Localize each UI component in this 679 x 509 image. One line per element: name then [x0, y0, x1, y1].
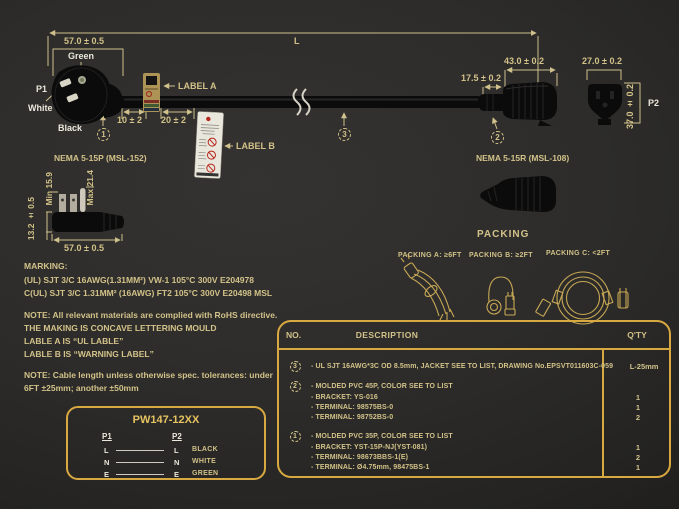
black-wire-label: Black — [58, 123, 83, 133]
bom-callout-2: 2 — [290, 381, 301, 392]
bom-desc: - TERMINAL: Ø4.75mm, 98475BS-1 — [311, 464, 430, 471]
bom-desc: - BRACKET: YS-016 — [311, 394, 378, 401]
dim-10: 10 ± 2 — [117, 115, 142, 125]
packing-b-icon — [487, 277, 515, 315]
wiring-color-black: BLACK — [192, 446, 218, 453]
bom-desc: - TERMINAL: 98752BS-0 — [311, 414, 394, 421]
note-label-b: LABLE B IS “WARNING LABEL” — [24, 349, 154, 359]
p2-front-view — [588, 84, 622, 125]
bom-row-item-3 — [279, 361, 669, 372]
wire-line — [116, 450, 164, 451]
callout-3-badge: 3 — [338, 128, 351, 141]
bom-callout-1: 1 — [290, 431, 301, 442]
p2-rear-view — [480, 176, 556, 212]
note-label-a: LABLE A IS “UL LABLE” — [24, 336, 124, 346]
marking-title: MARKING: — [24, 261, 68, 271]
wiring-to-e: E — [174, 470, 180, 479]
note-mould: THE MAKING IS CONCAVE LETTERING MOULD — [24, 323, 217, 333]
bom-desc: - BRACKET: YST-15P-NJ(YST-081) — [311, 444, 428, 451]
bom-qty: 2 — [635, 413, 641, 422]
bom-row-item-2 — [279, 381, 669, 422]
bom-callout-3: 3 — [290, 361, 301, 372]
p1-label: P1 — [36, 84, 48, 94]
note-rohs: NOTE: All relevant materials are complied with RoHS directive. — [24, 310, 278, 320]
packing-title: PACKING — [477, 229, 530, 240]
green-wire-label: Green — [68, 51, 95, 61]
wiring-from-l: L — [104, 446, 109, 455]
dim-43: 43.0 ± 0.2 — [504, 56, 544, 66]
label-b-callout: LABEL B — [236, 141, 275, 151]
wiring-color-green: GREEN — [192, 470, 219, 477]
dim-side-57: 57.0 ± 0.5 — [64, 243, 104, 253]
bom-qty: L-25mm — [629, 362, 659, 371]
bom-header-description: DESCRIPTION — [355, 330, 419, 340]
p2-connector-side — [479, 82, 557, 126]
cord-illustration — [52, 65, 622, 232]
label-a-graphic — [143, 73, 160, 112]
bom-desc: - MOLDED PVC 45P, COLOR SEE TO LIST — [311, 383, 453, 390]
wiring-to-l: L — [174, 446, 179, 455]
label-b-graphic — [194, 111, 223, 178]
p1-width-dim: 57.0 ± 0.5 — [64, 36, 104, 46]
bom-header-no: NO. — [286, 330, 302, 340]
note-tolerance-2: 6FT ±25mm; another ±50mm — [24, 383, 139, 393]
wiring-col-p1: P1 — [102, 432, 112, 441]
nema-p2-name: NEMA 5-15R (MSL-108) — [476, 153, 570, 163]
marking-line-1: (UL) SJT 3/C 16AWG(1.31MM²) VW-1 105°C 300V E204978 — [24, 275, 254, 285]
packing-a-label: PACKING A: ≥6FT — [398, 252, 462, 259]
bom-desc: - UL SJT 16AWG*3C OD 8.5mm, JACKET SEE TO LIST, DRAWING No.EPSVT011603C-059 — [311, 363, 614, 370]
note-tolerance-1: NOTE: Cable length unless otherwise spec. tolerances: under — [24, 370, 273, 380]
p1-plug-face — [52, 65, 112, 124]
bom-qty: 1 — [635, 403, 641, 412]
bom-desc: - TERMINAL: 98575BS-0 — [311, 404, 394, 411]
dim-17: 17.5 ± 0.2 — [461, 73, 501, 83]
packing-c-label: PACKING C: <2FT — [546, 250, 611, 257]
bom-qty: 1 — [635, 393, 641, 402]
dim-max-214: Max 21.4 — [85, 170, 95, 206]
dim-20: 20 ± 2 — [161, 115, 186, 125]
wiring-col-p2: P2 — [172, 432, 182, 441]
bom-row-item-1 — [279, 431, 669, 472]
part-number-title: PW147-12XX — [132, 414, 200, 426]
bom-body — [279, 348, 669, 476]
wiring-from-n: N — [104, 458, 110, 467]
bom-qty: 2 — [635, 453, 641, 462]
wiring-to-n: N — [174, 458, 180, 467]
callout-2-badge: 2 — [491, 131, 504, 144]
packing-a-icon — [401, 254, 454, 322]
bom-desc: - MOLDED PVC 35P, COLOR SEE TO LIST — [311, 433, 453, 440]
overall-length-dim: L — [294, 36, 300, 46]
dim-min-159: Min 15.9 — [44, 172, 54, 206]
bom-qty: 1 — [635, 443, 641, 452]
bom-header-qty: Q'TY — [627, 330, 647, 340]
white-wire-label: White — [28, 103, 53, 113]
wiring-color-white: WHITE — [192, 458, 217, 465]
label-a-callout: LABEL A — [178, 81, 217, 91]
wiring-diagram-box — [66, 406, 266, 480]
bom-header-row — [279, 322, 669, 350]
packing-b-label: PACKING B: ≥2FT — [469, 252, 533, 259]
packing-c-icon — [536, 272, 628, 324]
p2-label: P2 — [648, 98, 660, 108]
wiring-from-e: E — [104, 470, 110, 479]
bom-desc: - TERMINAL: 98673BBS-1(E) — [311, 454, 409, 461]
dim-132: 13.2 ± 0.5 — [26, 197, 36, 241]
bom-qty: 1 — [635, 463, 641, 472]
wire-line — [116, 462, 164, 463]
bom-table — [277, 320, 671, 478]
callout-1-badge: 1 — [97, 128, 110, 141]
nema-p1-name: NEMA 5-15P (MSL-152) — [54, 153, 147, 163]
marking-line-2: C(UL) SJT 3/C 1.31MM² (16AWG) FT2 105°C 300V E20498 MSL — [24, 288, 273, 298]
dim-27: 27.0 ± 0.2 — [582, 56, 622, 66]
dim-37: 37.0 ± 0.2 — [625, 84, 635, 130]
wire-line — [116, 474, 164, 475]
